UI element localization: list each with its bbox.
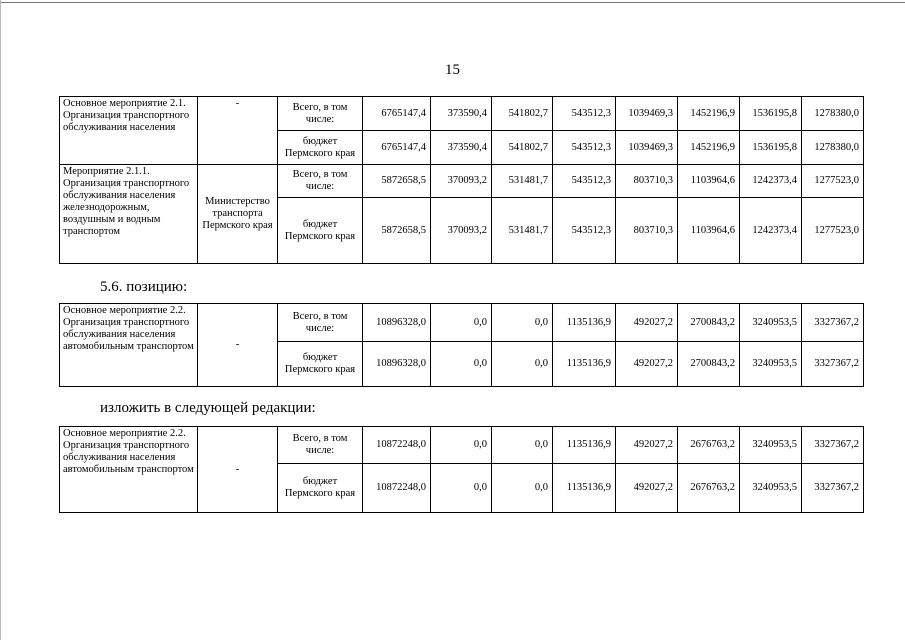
table-row <box>60 165 864 198</box>
amount-cell: 1277523,0 <box>802 198 864 264</box>
amount-cell: 3240953,5 <box>740 427 802 464</box>
program-table-existing <box>59 96 864 264</box>
page-top-edge <box>0 2 905 3</box>
amount-cell: 6765147,4 <box>363 97 431 131</box>
amount-cell: 1536195,8 <box>740 131 802 165</box>
table-row <box>60 304 864 342</box>
amount-cell: 0,0 <box>431 342 492 387</box>
amount-cell: 373590,4 <box>431 131 492 165</box>
amount-cell: 1135136,9 <box>553 464 616 513</box>
table-row <box>60 97 864 131</box>
amount-cell: 1278380,0 <box>802 97 864 131</box>
amount-cell: 373590,4 <box>431 97 492 131</box>
program-table-position <box>59 303 864 387</box>
amount-cell: 543512,3 <box>553 131 616 165</box>
amount-cell: 543512,3 <box>553 165 616 198</box>
amount-cell: 3240953,5 <box>740 464 802 513</box>
amount-cell: 0,0 <box>492 304 553 342</box>
amount-cell: 5872658,5 <box>363 198 431 264</box>
amount-cell: 3327367,2 <box>802 427 864 464</box>
amount-cell: 5872658,5 <box>363 165 431 198</box>
program-table-new-edition <box>59 426 864 513</box>
amount-cell: 0,0 <box>431 427 492 464</box>
activity-description: Основное мероприятие 2.2. Организация транспортного обслуживания населения автомобильным транспортом <box>60 427 198 513</box>
amount-cell: 370093,2 <box>431 198 492 264</box>
amount-cell: 1135136,9 <box>553 304 616 342</box>
amount-cell: 10872248,0 <box>363 427 431 464</box>
amount-cell: 3327367,2 <box>802 342 864 387</box>
amount-cell: 1135136,9 <box>553 427 616 464</box>
funding-type: бюджет Пермского края <box>278 198 363 264</box>
amount-cell: 3327367,2 <box>802 304 864 342</box>
page-left-edge <box>0 0 1 640</box>
amount-cell: 2700843,2 <box>678 342 740 387</box>
amount-cell: 10896328,0 <box>363 342 431 387</box>
amount-cell: 1277523,0 <box>802 165 864 198</box>
amount-cell: 0,0 <box>492 464 553 513</box>
responsible-executor: - <box>198 304 278 387</box>
section-heading-new-edition: изложить в следующей редакции: <box>100 400 316 416</box>
amount-cell: 1452196,9 <box>678 131 740 165</box>
amount-cell: 1039469,3 <box>616 131 678 165</box>
amount-cell: 3240953,5 <box>740 342 802 387</box>
amount-cell: 2676763,2 <box>678 464 740 513</box>
funding-type: Всего, в том числе: <box>278 165 363 198</box>
section-heading-position: 5.6. позицию: <box>100 279 188 295</box>
amount-cell: 531481,7 <box>492 165 553 198</box>
amount-cell: 3327367,2 <box>802 464 864 513</box>
funding-type: бюджет Пермского края <box>278 131 363 165</box>
amount-cell: 492027,2 <box>616 464 678 513</box>
amount-cell: 370093,2 <box>431 165 492 198</box>
responsible-executor: - <box>198 97 278 165</box>
activity-description: Основное мероприятие 2.2. Организация транспортного обслуживания населения автомобильным транспортом <box>60 304 198 387</box>
amount-cell: 6765147,4 <box>363 131 431 165</box>
page-number: 15 <box>445 62 460 78</box>
amount-cell: 0,0 <box>431 304 492 342</box>
amount-cell: 1278380,0 <box>802 131 864 165</box>
amount-cell: 803710,3 <box>616 165 678 198</box>
responsible-executor: Министерство транспорта Пермского края <box>198 165 278 264</box>
amount-cell: 1452196,9 <box>678 97 740 131</box>
amount-cell: 1039469,3 <box>616 97 678 131</box>
funding-type: Всего, в том числе: <box>278 304 363 342</box>
amount-cell: 492027,2 <box>616 427 678 464</box>
amount-cell: 3240953,5 <box>740 304 802 342</box>
amount-cell: 543512,3 <box>553 198 616 264</box>
amount-cell: 543512,3 <box>553 97 616 131</box>
amount-cell: 492027,2 <box>616 342 678 387</box>
amount-cell: 0,0 <box>431 464 492 513</box>
amount-cell: 1242373,4 <box>740 165 802 198</box>
responsible-executor: - <box>198 427 278 513</box>
amount-cell: 541802,7 <box>492 97 553 131</box>
amount-cell: 10872248,0 <box>363 464 431 513</box>
activity-description: Мероприятие 2.1.1. Организация транспортного обслуживания населения железнодорожным, воздушным и водным транспортом <box>60 165 198 264</box>
amount-cell: 1103964,6 <box>678 165 740 198</box>
activity-description: Основное мероприятие 2.1. Организация транспортного обслуживания населения <box>60 97 198 165</box>
amount-cell: 2676763,2 <box>678 427 740 464</box>
amount-cell: 1536195,8 <box>740 97 802 131</box>
amount-cell: 803710,3 <box>616 198 678 264</box>
funding-type: Всего, в том числе: <box>278 97 363 131</box>
amount-cell: 1135136,9 <box>553 342 616 387</box>
amount-cell: 10896328,0 <box>363 304 431 342</box>
amount-cell: 1103964,6 <box>678 198 740 264</box>
table-row <box>60 427 864 464</box>
funding-type: бюджет Пермского края <box>278 464 363 513</box>
amount-cell: 1242373,4 <box>740 198 802 264</box>
amount-cell: 0,0 <box>492 342 553 387</box>
amount-cell: 492027,2 <box>616 304 678 342</box>
amount-cell: 0,0 <box>492 427 553 464</box>
funding-type: Всего, в том числе: <box>278 427 363 464</box>
funding-type: бюджет Пермского края <box>278 342 363 387</box>
amount-cell: 2700843,2 <box>678 304 740 342</box>
amount-cell: 531481,7 <box>492 198 553 264</box>
amount-cell: 541802,7 <box>492 131 553 165</box>
